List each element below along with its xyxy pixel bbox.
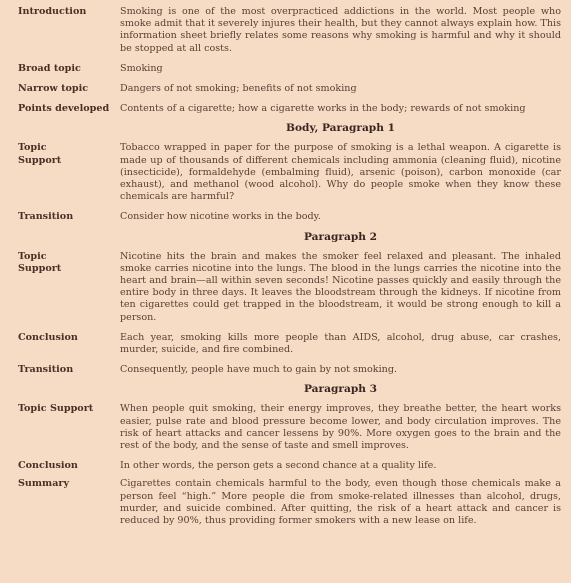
broad-topic-label: Broad topic [18,62,81,74]
p1-transition-text: Consider how nicotine works in the body. [120,211,321,223]
narrow-topic-row [18,83,561,95]
p1-topic-support-row [18,142,561,203]
p3-topic-support-row [18,403,561,452]
p3-topic-support-label: Topic Support [18,403,94,415]
p1-transition-row [18,211,561,223]
p3-summary-row [18,478,561,527]
intro-text: Smoking is one of the most overpracticed addictions in the world. Most people who smoke admit that it severely injures their health, but they cannot always explain how. This information sheet briefly relates some reasons why smoking is harmful and why it should be stopped at all costs. [120,6,561,54]
p3-summary-text: Cigarettes contain chemicals harmful to the body, even though those chemicals make a person feel “high.” More people die from smoke-related illnesses than alcohol, drugs, murder, and suicide combined. After quitting, the risk of a heart attack and cancer is reduced by 90%, thus providing former smokers with a new lease on life. [120,478,561,527]
p2-topic-support-row [18,251,561,324]
intro-label: Introduction [18,6,87,17]
p3-text: When people quit smoking, their energy improves, they breathe better, the heart works easier, pulse rate and blood pressure become lower, and body circulation improves. The risk of heart attacks and cancer lessens by 90%. More oxygen goes to the brain and the rest of the body, and the sense of taste and smell improves. [120,403,561,452]
p2-support-label: Support [18,262,62,274]
paragraph-1-heading: Body, Paragraph 1 [286,122,395,135]
paragraph-3-heading: Paragraph 3 [303,383,377,396]
broad-topic-row [18,63,561,75]
p2-labels [18,251,120,275]
p1-topic-label: Topic [18,142,47,154]
p2-conclusion-label: Conclusion [18,331,78,343]
p2-transition-label: Transition [18,364,74,376]
p1-transition-label: Transition [18,211,74,223]
p1-text: Tobacco wrapped in paper for the purpose of smoking is a lethal weapon. A cigarette is made up of thousands of different chemicals including ammonia (cleaning fluid), nicotine (insecticide), formaldehyde (embalming fluid), arsenic (poison), carbon monoxide (car exhaust), and methanol (wood alcohol). Why do people smoke when they know these chemicals are harmful? [120,142,561,203]
p2-conclusion-text: Each year, smoking kills more people than AIDS, alcohol, drug abuse, car crashes, murder, suicide, and fire combined. [120,331,561,356]
points-row [18,103,561,115]
paragraph-2-heading: Paragraph 2 [303,230,377,243]
points-text: Contents of a cigarette; how a cigarette works in the body; rewards of not smoking [120,103,526,115]
p3-conclusion-text: In other words, the person gets a second chance at a quality life. [120,460,437,472]
p2-transition-text: Consequently, people have much to gain by not smoking. [120,364,398,376]
p2-text: Nicotine hits the brain and makes the smoker feel relaxed and pleasant. The inhaled smoke carries nicotine into the lungs. The blood in the lungs carries the nicotine into the heart and brain—all within seven seconds! Nicotine passes quickly and easily through the entire body in three days. It leaves the bloodstream through the kidneys. If nicotine from ten cigarettes could get trapped in the bloodstream, it would be strong enough to kill a person. [120,250,561,323]
p1-support-label: Support [18,154,62,166]
intro-row [18,6,561,55]
points-label: Points developed [18,103,110,115]
p3-summary-label: Summary [18,478,70,490]
narrow-topic-text: Dangers of not smoking; benefits of not smoking [120,83,357,95]
narrow-topic-label: Narrow topic [18,83,89,95]
p2-conclusion-row [18,332,561,356]
p3-conclusion-row [18,460,561,472]
broad-topic-text: Smoking [120,62,163,74]
p1-labels [18,142,120,166]
p3-conclusion-label: Conclusion [18,460,78,472]
p2-transition-row [18,364,561,376]
p2-topic-label: Topic [18,250,47,262]
